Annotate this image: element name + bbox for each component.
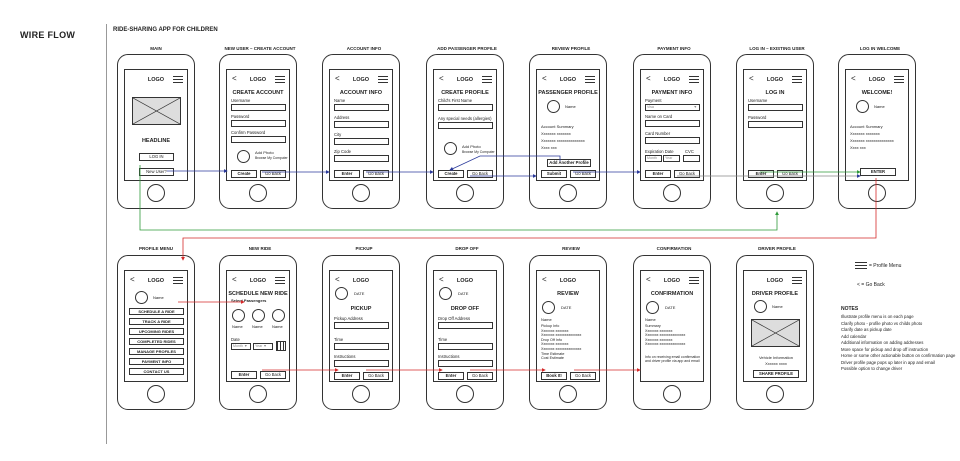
chevron-down-icon: ▼: [693, 105, 697, 109]
summary-line: Xxxxxxx xxxxxxxxxxxxxx: [645, 342, 686, 347]
field-label: Time: [438, 337, 448, 342]
menu-icon[interactable]: [275, 277, 285, 284]
home-button[interactable]: [147, 385, 165, 403]
calendar-icon[interactable]: [276, 341, 286, 351]
phone-pickup: [322, 255, 400, 410]
phone-confirmation: [633, 255, 711, 410]
label-account-info: ACCOUNT INFO: [346, 46, 382, 51]
review-line: Pickup Info: [541, 324, 560, 328]
name-text: Name: [541, 317, 552, 322]
logo: LOGO: [352, 278, 370, 284]
image-placeholder: [132, 97, 181, 125]
menu-item-payment[interactable]: PAYMENT INFO: [129, 358, 184, 365]
screen-title: DRIVER PROFILE: [751, 291, 799, 297]
driver-avatar: [754, 300, 767, 313]
payment-select[interactable]: [645, 104, 700, 111]
menu-icon[interactable]: [894, 76, 904, 83]
avatar: [542, 301, 555, 314]
time-field[interactable]: [334, 343, 389, 350]
pickup-address-field[interactable]: [334, 322, 389, 329]
back-icon[interactable]: <: [542, 275, 547, 284]
go-back-button[interactable]: Go Back: [260, 170, 286, 178]
back-icon[interactable]: <: [646, 74, 651, 83]
create-button[interactable]: Create: [231, 170, 257, 178]
logo: LOGO: [766, 77, 784, 83]
confirm-password-field[interactable]: [231, 136, 286, 143]
logo: LOGO: [559, 278, 577, 284]
month-text: Month: [647, 156, 657, 160]
note-item: Add calendar: [841, 333, 867, 339]
browse[interactable]: Browse My Computer: [255, 156, 288, 160]
menu-item-contact[interactable]: CONTACT US: [129, 368, 184, 375]
phone-passenger-profile: [529, 54, 607, 209]
menu-icon[interactable]: [792, 76, 802, 83]
label-main: MAIN: [150, 46, 162, 51]
browse[interactable]: Browse My Computer: [462, 150, 495, 154]
screen-title: CREATE ACCOUNT: [232, 90, 284, 96]
screen: [845, 69, 909, 181]
home-button[interactable]: [559, 184, 577, 202]
chevron-down-icon: ▼: [262, 344, 267, 348]
phone-driver-profile: [736, 255, 814, 410]
back-icon[interactable]: <: [439, 275, 444, 284]
enter-button[interactable]: Enter: [438, 372, 464, 380]
menu-icon[interactable]: [173, 277, 183, 284]
passenger-avatar[interactable]: [252, 309, 265, 322]
screen-title: SCHEDULE NEW RIDE: [228, 291, 288, 297]
back-icon[interactable]: <: [335, 74, 340, 83]
review-line: Time Estimate: [541, 351, 565, 356]
name-on-card-field[interactable]: [645, 120, 700, 127]
field-label: Instructions: [438, 354, 460, 359]
vehicle-value: Xxxxxx xxxx: [765, 361, 787, 366]
field-label: Drop Off Address: [438, 316, 471, 321]
city-field[interactable]: [334, 138, 389, 145]
logo: LOGO: [352, 77, 370, 83]
label-driver-profile: DRIVER PROFILE: [758, 246, 796, 251]
summary: [645, 324, 685, 347]
screen-title: WELCOME!: [861, 90, 893, 96]
phone-review: [529, 255, 607, 410]
screen-title: REVIEW: [557, 291, 579, 297]
enter-button[interactable]: Enter: [334, 170, 360, 178]
passenger-name: Name: [272, 324, 283, 329]
back-icon[interactable]: <: [749, 74, 754, 83]
summary-title: Account Summary: [850, 124, 883, 129]
logo: LOGO: [147, 278, 165, 284]
time-field[interactable]: [438, 343, 493, 350]
screen: [226, 69, 290, 181]
name-field[interactable]: [334, 104, 389, 111]
back-icon[interactable]: <: [646, 275, 651, 284]
go-back-button[interactable]: Go Back: [363, 372, 389, 380]
avatar: [547, 100, 560, 113]
logo: LOGO: [147, 77, 165, 83]
field-label: Pickup Address: [334, 316, 363, 321]
note-item: Possible option to change driver: [841, 366, 903, 371]
submit-button[interactable]: Submit: [541, 170, 567, 178]
year-select[interactable]: [253, 343, 273, 350]
phone-welcome: [838, 54, 916, 209]
note-item: Clarify date as pickup date: [841, 327, 892, 332]
month-select[interactable]: [645, 155, 662, 162]
logo: LOGO: [663, 77, 681, 83]
passenger-avatar[interactable]: [232, 309, 245, 322]
select-passengers: Select Passengers: [231, 298, 267, 303]
dropoff-address-field[interactable]: [438, 322, 493, 329]
avatar: [135, 291, 148, 304]
screen-title: ACCOUNT INFO: [339, 90, 383, 96]
go-back-button[interactable]: Go Back: [467, 170, 493, 178]
note-item: Additional information on adding addresses: [841, 340, 924, 345]
enter-button[interactable]: Enter: [231, 371, 257, 379]
summary-title: Account Summary: [541, 124, 574, 129]
summary-line: Xxxxxxx xxxxxxx: [541, 131, 571, 136]
confirmation-info: Info on receiving email confirmation and driver profile via app and email: [645, 355, 701, 364]
review-line: Drop Off Info: [541, 337, 563, 342]
phone-main: [117, 54, 195, 209]
label-review-profile: REVIEW PROFILE: [551, 46, 591, 51]
home-button[interactable]: [663, 184, 681, 202]
phone-login: [736, 54, 814, 209]
field-label: Address: [334, 115, 350, 120]
field-label: Name on Card: [645, 114, 673, 119]
name-text: Name: [874, 104, 885, 109]
menu-item-manage[interactable]: MANAGE PROFILES: [129, 348, 184, 355]
year-text: Year: [665, 156, 673, 160]
field-label: Time: [334, 337, 344, 342]
field-label: City: [334, 132, 342, 137]
go-back-button[interactable]: Go Back: [570, 170, 596, 178]
name-text: Name: [153, 295, 164, 300]
home-button[interactable]: [249, 385, 267, 403]
add-photo: Add Photo: [255, 150, 274, 155]
menu-item-upcoming[interactable]: UPCOMING RIDES: [129, 328, 184, 335]
chevron-down-icon: ▼: [243, 344, 248, 348]
avatar: [335, 287, 348, 300]
review-line: Xxxxxxx xxxxxxxxxxxxxx: [541, 333, 582, 338]
screen-title: CONFIRMATION: [650, 291, 694, 297]
screen: [226, 270, 290, 382]
summary-line: Xxxxxxx xxxxxxxxxxxxxx: [541, 138, 585, 143]
field-label: Username: [748, 98, 768, 103]
page-title: WIRE FLOW: [20, 30, 76, 40]
menu-icon[interactable]: [689, 277, 699, 284]
home-button[interactable]: [766, 385, 784, 403]
divider: [106, 24, 107, 444]
month-text: Month: [233, 344, 243, 348]
logo: LOGO: [456, 278, 474, 284]
label-new-ride: NEW RIDE: [248, 246, 272, 251]
label-pickup: PICKUP: [355, 246, 373, 251]
screen-title: CREATE PROFILE: [441, 90, 489, 96]
phone-account-info: [322, 54, 400, 209]
summary-line: Xxxxxxx xxxxxxxxxxxxxx: [850, 138, 894, 143]
note-item: Home or some other actionable button on confirmation page: [841, 353, 956, 358]
notes-title: NOTES: [841, 306, 859, 312]
back-icon[interactable]: <: [232, 275, 237, 284]
label-add-passenger: ADD PASSENGER PROFILE: [437, 46, 497, 51]
screen-title: PICKUP: [350, 306, 372, 312]
summary-line: Xxxx xxx: [850, 145, 866, 150]
home-button[interactable]: [868, 184, 886, 202]
home-button[interactable]: [456, 385, 474, 403]
menu-icon[interactable]: [585, 76, 595, 83]
instructions-field[interactable]: [334, 360, 389, 367]
logo: LOGO: [868, 77, 886, 83]
date-text: DATE: [354, 291, 365, 296]
username-field[interactable]: [748, 104, 803, 111]
label-payment-info: PAYMENT INFO: [657, 46, 691, 51]
username-field[interactable]: [231, 104, 286, 111]
home-button[interactable]: [147, 184, 165, 202]
label-profile-menu: PROFILE MENU: [138, 246, 173, 251]
year-select[interactable]: [663, 155, 680, 162]
child-name-field[interactable]: [438, 104, 493, 111]
subtitle: RIDE-SHARING APP FOR CHILDREN: [113, 27, 218, 33]
screen: [743, 69, 807, 181]
summary-line: Xxxxxxx xxxxxxxxxxxxxx: [645, 333, 686, 338]
menu-item-schedule[interactable]: SCHEDULE A RIDE: [129, 308, 184, 315]
year-text: Year: [255, 344, 263, 348]
field-label: Password: [748, 115, 767, 120]
menu-icon-bar: [855, 265, 867, 266]
home-button[interactable]: [352, 385, 370, 403]
go-back-button[interactable]: Go Back: [674, 170, 700, 178]
menu-icon[interactable]: [173, 76, 183, 83]
review-line: Xxxxxxx xxxxxxx: [541, 328, 569, 333]
name-text: Name: [645, 317, 656, 322]
date-text: DATE: [561, 305, 572, 310]
label-review: REVIEW: [562, 246, 580, 251]
month-select[interactable]: [231, 343, 251, 350]
enter-button[interactable]: Enter: [748, 170, 774, 178]
note-item: Driver profile page pops up later in app and email: [841, 359, 935, 365]
phone-new-ride: [219, 255, 297, 410]
vehicle-image: [751, 319, 800, 347]
screen-title: LOG IN: [765, 90, 785, 96]
card-number-field[interactable]: [645, 137, 700, 144]
field-label: Expiration Date: [645, 149, 674, 154]
field-label: Confirm Password: [231, 130, 266, 135]
date-text: DATE: [665, 305, 676, 310]
screen: [124, 69, 188, 181]
label-confirmation: CONFIRMATION: [656, 246, 692, 251]
enter-button[interactable]: Enter: [334, 372, 360, 380]
avatar: [856, 100, 869, 113]
logo: LOGO: [766, 278, 784, 284]
enter-button[interactable]: ENTER: [860, 168, 896, 176]
menu-icon[interactable]: [689, 76, 699, 83]
home-button[interactable]: [559, 385, 577, 403]
logo: LOGO: [249, 77, 267, 83]
field-label: Any special needs (allergies): [438, 116, 492, 121]
review-details: [541, 324, 581, 361]
back-icon[interactable]: <: [335, 275, 340, 284]
menu-icon[interactable]: [792, 277, 802, 284]
field-label: Child's First Name: [438, 98, 473, 103]
field-label: Payment: [645, 98, 662, 103]
screen-title: PASSENGER PROFILE: [538, 90, 598, 96]
field-label: Date: [231, 337, 240, 342]
screen: [536, 69, 600, 181]
summary-line: Xxxx xxx: [541, 145, 557, 150]
logo: LOGO: [249, 278, 267, 284]
legend-back: < = Go Back: [857, 282, 885, 288]
screen: [433, 270, 497, 382]
note-item: More space for pickup and drop off instruction: [841, 346, 929, 352]
back-icon[interactable]: <: [542, 74, 547, 83]
legend-menu: = Profile Menu: [869, 263, 902, 269]
menu-icon[interactable]: [378, 76, 388, 83]
add-photo: Add Photo: [462, 144, 481, 149]
label-drop-off: DROP OFF: [455, 246, 479, 251]
go-back-button[interactable]: Go Back: [467, 372, 493, 380]
phone-create-account: [219, 54, 297, 209]
screen: [124, 270, 188, 382]
screen: [433, 69, 497, 181]
avatar: [439, 287, 452, 300]
review-line: Xxxxxxx xxxxxxxxxxxxxx: [541, 346, 582, 351]
screen-title: DROP OFF: [450, 306, 480, 312]
photo-circle[interactable]: [237, 150, 250, 163]
logo: LOGO: [663, 278, 681, 284]
logo: LOGO: [559, 77, 577, 83]
headline: HEADLINE: [141, 138, 171, 144]
summary-line: Xxxxxxx xxxxxxx: [645, 337, 673, 342]
phone-drop-off: [426, 255, 504, 410]
label-login-existing: LOG IN – EXISTING USER: [749, 46, 805, 51]
go-back-button[interactable]: Go Back: [260, 371, 286, 379]
back-icon[interactable]: <: [851, 74, 856, 83]
passenger-name: Name: [252, 324, 263, 329]
review-line: Xxxxxxx xxxxxxx: [541, 342, 569, 347]
logo: LOGO: [456, 77, 474, 83]
date-text: DATE: [458, 291, 469, 296]
field-label: Name: [334, 98, 346, 103]
field-label: CVC: [685, 149, 694, 154]
book-button[interactable]: Book It!: [541, 372, 567, 380]
summary-line: Summary: [645, 324, 661, 328]
phone-payment-info: [633, 54, 711, 209]
screen: [640, 69, 704, 181]
create-button[interactable]: Create: [438, 170, 464, 178]
new-user-button[interactable]: New User?: [139, 168, 174, 176]
share-profile-button[interactable]: SHARE PROFILE: [753, 370, 799, 378]
screen: [743, 270, 807, 382]
go-back-button[interactable]: Go Back: [777, 170, 803, 178]
go-back-button[interactable]: Go Back: [363, 170, 389, 178]
menu-icon[interactable]: [482, 76, 492, 83]
field-label: Instructions: [334, 354, 356, 359]
phone-create-profile: [426, 54, 504, 209]
summary-line: Xxxxxxx xxxxxxx: [850, 131, 880, 136]
home-button[interactable]: [456, 184, 474, 202]
photo-circle[interactable]: [444, 142, 457, 155]
back-icon[interactable]: <: [232, 74, 237, 83]
instructions-field[interactable]: [438, 360, 493, 367]
menu-icon[interactable]: [275, 76, 285, 83]
passenger-name: Name: [232, 324, 243, 329]
notes-list: [841, 314, 959, 373]
password-field[interactable]: [231, 120, 286, 127]
note-item: Illustrate profile menu is on each page: [841, 314, 914, 319]
passenger-avatar[interactable]: [272, 309, 285, 322]
back-icon[interactable]: <: [439, 74, 444, 83]
password-field[interactable]: [748, 121, 803, 128]
avatar: [646, 301, 659, 314]
field-label: Zip Code: [334, 149, 351, 154]
back-icon[interactable]: <: [130, 275, 135, 284]
review-line: Cost Estimate: [541, 356, 564, 361]
menu-item-completed[interactable]: COMPLETED RIDES: [129, 338, 184, 345]
screen: [329, 270, 393, 382]
cvc-field[interactable]: [683, 155, 700, 162]
home-button[interactable]: [663, 385, 681, 403]
name-text: Name: [565, 104, 576, 109]
field-label: Card Number: [645, 131, 671, 136]
home-button[interactable]: [352, 184, 370, 202]
summary-line: Xxxxxxx xxxxxxx: [645, 328, 673, 333]
name-text: Name: [772, 304, 783, 309]
login-button[interactable]: LOG IN: [139, 153, 174, 161]
screen-title: PAYMENT INFO: [651, 90, 693, 96]
screen: [640, 270, 704, 382]
vehicle-label: Vehicle Information: [758, 355, 794, 360]
special-needs-field[interactable]: [438, 122, 493, 129]
add-profile-button[interactable]: Add Another Profile: [547, 159, 591, 167]
enter-button[interactable]: Enter: [645, 170, 671, 178]
label-new-user: NEW USER – CREATE ACCOUNT: [224, 46, 296, 51]
screen: [536, 270, 600, 382]
label-login-welcome: LOG IN WELCOME: [859, 46, 901, 51]
screen: [329, 69, 393, 181]
home-button[interactable]: [766, 184, 784, 202]
home-button[interactable]: [249, 184, 267, 202]
go-back-button[interactable]: Go Back: [570, 372, 596, 380]
zip-field[interactable]: [334, 155, 389, 162]
phone-profile-menu: [117, 255, 195, 410]
field-label: Password: [231, 114, 250, 119]
field-label: Username: [231, 98, 251, 103]
note-item: Clarify photo - profile photo vs childs photo: [841, 320, 923, 326]
payment-value: Visa: [647, 105, 654, 109]
menu-item-track[interactable]: TRACK A RIDE: [129, 318, 184, 325]
address-field[interactable]: [334, 121, 389, 128]
